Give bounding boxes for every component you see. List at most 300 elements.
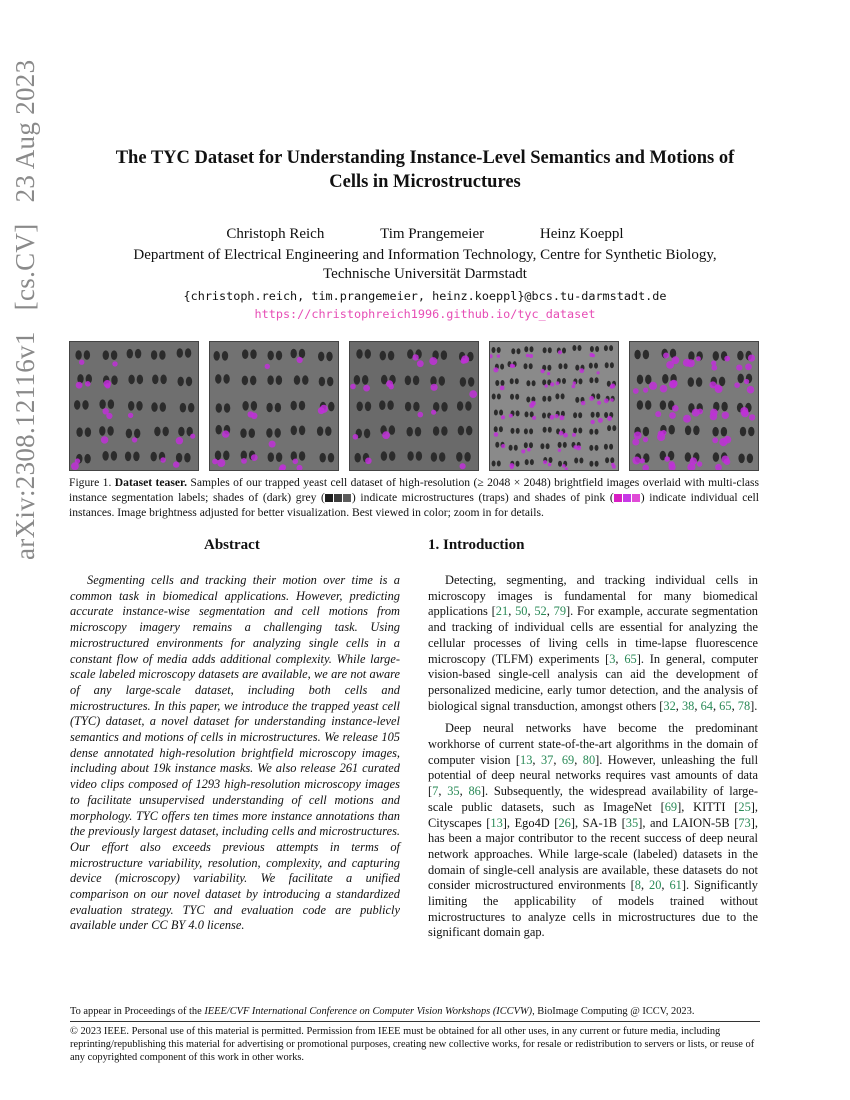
trap-mark [250,349,256,359]
trap-mark [564,363,568,369]
trap-mark [696,377,702,387]
intro-text: ]. However, unleashing the full potential of deep neural networks requires vast amounts of data [ [428,752,759,799]
trap-mark [558,363,562,369]
intro-text: , [438,784,448,799]
cell-mark [543,460,547,464]
trap-mark [578,412,582,418]
intro-text: , [553,752,562,767]
pink-swatches [614,491,641,504]
cell-mark [736,365,742,371]
trap-mark [494,410,498,416]
cell-mark [429,357,437,365]
cell-mark [531,401,536,406]
trap-mark [82,400,88,410]
trap-mark [595,346,599,352]
microscopy-panel [209,341,339,471]
citation-link[interactable]: 86 [468,784,481,799]
trap-mark [719,377,725,387]
cell-mark [353,434,359,440]
trap-mark [530,346,534,352]
trap-mark [177,348,183,358]
cell-mark [591,420,595,424]
trap-mark [458,426,464,436]
citation-link[interactable]: 7 [432,784,439,799]
trap-mark [548,347,552,353]
trap-mark [325,426,331,436]
trap-mark [517,348,521,354]
trap-mark [713,452,719,462]
cell-mark [529,354,533,358]
trap-mark [389,451,395,461]
cell-mark [101,436,108,443]
trap-mark [294,375,300,385]
cell-mark [558,449,561,452]
citation-link[interactable]: 69 [561,752,575,767]
intro-text: , [640,878,650,893]
trap-mark [439,376,445,386]
citation-link[interactable]: 26 [558,815,571,830]
pink-swatch [623,494,631,502]
trap-mark [737,351,743,361]
cell-mark [683,415,691,423]
trap-mark [416,451,422,461]
arxiv-category: [cs.CV] [10,223,40,311]
trap-mark [547,365,551,371]
cell-mark [500,386,505,391]
trap-mark [275,403,281,413]
trap-mark [251,401,257,411]
cell-mark [550,415,555,420]
trap-mark [355,453,361,463]
trap-mark [575,365,579,371]
intro-text: , [731,698,738,713]
cell-mark [431,384,438,391]
cell-mark [222,430,229,437]
trap-mark [526,380,530,386]
teaser-figure [69,341,757,471]
trap-mark [637,375,643,385]
trap-mark [595,429,599,435]
trap-mark [721,427,727,437]
cell-mark [389,384,394,389]
trap-mark [413,402,419,412]
trap-mark [669,425,675,435]
cell-mark [461,358,467,364]
trap-mark [594,363,598,369]
cell-mark [711,365,717,371]
trap-mark [135,349,141,359]
trap-mark [160,375,166,385]
cell-mark [683,359,691,367]
cell-mark [350,384,356,390]
cell-mark [611,463,615,467]
trap-mark [740,427,746,437]
cell-mark [604,398,609,403]
citation-link[interactable]: 38 [681,698,695,713]
arxiv-stamp [10,0,50,560]
cell-mark [663,353,669,359]
trap-mark [357,402,363,412]
trap-mark [555,393,559,399]
trap-mark [268,452,274,462]
cell-mark [696,356,701,361]
trap-mark [529,442,533,448]
trap-mark [607,425,611,431]
arxiv-id: arXiv:2308.12116v1 [10,331,40,560]
trap-mark [299,451,305,461]
cell-mark [655,411,661,417]
trap-mark [563,442,567,448]
citation-link[interactable]: 78 [737,698,751,713]
trap-mark [516,410,520,416]
cell-mark [610,385,614,389]
intro-text: , [574,752,583,767]
dataset-link[interactable]: https://christophreich1996.github.io/tyc_dataset [254,307,596,321]
cell-mark [572,433,576,437]
trap-mark [524,346,528,352]
trap-mark [609,444,613,450]
intro-text: , [694,698,701,713]
trap-mark [573,428,577,434]
trap-mark [74,400,80,410]
cell-mark [112,361,117,366]
trap-mark [364,429,370,439]
cell-mark [559,415,564,420]
cell-mark [572,385,576,389]
trap-mark [291,349,297,359]
cell-mark [579,368,584,373]
cell-mark [497,354,500,357]
trap-mark [405,402,411,412]
cell-mark [633,388,639,394]
trap-mark [543,347,547,353]
trap-mark [242,349,248,359]
trap-mark [299,401,305,411]
cell-mark [562,464,566,468]
trap-mark [151,402,157,412]
cell-mark [173,461,179,467]
cell-mark [589,396,594,401]
cell-mark [607,416,612,421]
trap-mark [525,459,529,465]
trap-mark [405,376,411,386]
trap-mark [125,452,131,462]
cell-mark [744,379,749,384]
trap-mark [431,452,437,462]
trap-mark [721,402,727,412]
trap-mark [134,429,140,439]
trap-mark [108,399,114,409]
trap-mark [387,400,393,410]
trap-mark [326,352,332,362]
trap-mark [561,393,565,399]
citation-link[interactable]: 64 [700,698,713,713]
affiliation-line-2: Technische Universität Darmstadt [323,266,527,282]
citation-link[interactable]: 61 [669,878,682,893]
trap-mark [494,426,498,432]
citation-link[interactable]: 8 [634,878,641,893]
trap-mark [365,402,371,412]
cell-mark [509,414,513,418]
trap-mark [99,426,105,436]
cell-mark [592,354,595,357]
trap-mark [379,400,385,410]
title-line-2: Cells in Microstructures [329,172,521,192]
cell-mark [412,354,418,360]
trap-mark [589,363,593,369]
trap-mark [530,459,534,465]
cell-mark [643,388,648,393]
cell-mark [563,433,568,438]
cell-mark [632,457,640,465]
intro-text: , [459,784,469,799]
cell-mark [382,431,390,439]
cell-mark [297,465,303,470]
cell-mark [724,356,730,362]
cell-mark [510,364,514,368]
trap-mark [524,428,528,434]
introduction-heading: 1. Introduction [428,537,525,553]
trap-mark [595,461,599,467]
citation-link[interactable]: 32 [663,698,676,713]
trap-mark [216,425,222,435]
cell-mark [670,380,678,388]
intro-paragraph-2 [428,721,758,941]
cell-mark [555,414,559,418]
trap-mark [497,461,501,467]
cell-mark [722,412,729,419]
trap-mark [712,427,718,437]
cell-mark [541,369,545,373]
trap-mark [178,377,184,387]
trap-mark [224,403,230,413]
trap-mark [579,378,583,384]
trap-mark [492,394,496,400]
abstract-text: Segmenting cells and tracking their motion over time is a common task in biomedical applications. However, predicting accurate instance-wise segmentation and cell motions from microscopy imagery remains a challenging task. Using microstructured environments for analyzing single cells in a constant flow of media adds additional complexity. While large-scale labeled microscopy datasets are available, we are not aware of any large-scale dataset, including both cells and microstructures. In this paper, we introduce the trapped yeast cell (TYC) dataset, a novel dataset for understanding instance-level semantics and motions of cells in microstructures. We release 105 dense annotated high-resolution brightfield microscopy images, including about 19k instance masks. We also release 261 curated video clips composed of 1293 high-resolution microscopy images to facilitate unsupervised understanding of cell motions and morphology. TYC offers ten times more instance annotations than the previously largest dataset, including cells and microstructures. Our effort also exceeds previous attempts in terms of microstructure variability, resolution, complexity, and capturing device (microscopy) variability. We facilitate a unified comparison on our novel dataset by introducing a standardized evaluation strategy. TYC and evaluation code are publicly available under CC BY 4.0 license. [70,573,400,933]
intro-text: , [527,604,535,619]
intro-text: ], has been a major contributor to the recent success of deep neural network approaches. While large-scale (labeled) datasets in the domain of single-cell analysis are available, these datasets do not consider microstructured environments [ [428,815,758,893]
trap-mark [188,403,194,413]
trap-mark [524,442,528,448]
trap-mark [215,374,221,384]
trap-mark [266,428,272,438]
trap-mark [133,452,139,462]
cell-mark [510,465,514,469]
trap-mark [222,351,228,361]
microscopy-panel [489,341,619,471]
cell-mark [526,354,530,358]
caption-title: Dataset teaser. [114,476,187,489]
cell-mark [251,413,258,420]
citation-link[interactable]: 3 [609,651,616,666]
citation-link[interactable]: 37 [540,752,554,767]
trap-mark [381,451,387,461]
intro-paragraph-1 [428,573,758,714]
intro-text: ], and LAION-5B [ [638,815,739,830]
trap-mark [151,452,157,462]
trap-mark [275,428,281,438]
trap-mark [111,350,117,360]
cell-mark [573,381,576,384]
intro-text: Deep neural networks have become the predominant workhorse of current state-of-the-art algorithms in the domain of computer vision [ [428,721,758,767]
trap-mark [605,362,609,368]
trap-mark [548,396,552,402]
citation-link[interactable]: 21 [495,604,509,619]
trap-mark [546,443,550,449]
title-line-1: The TYC Dataset for Understanding Instance-Level Semantics and Motions of [115,148,735,168]
trap-mark [291,426,297,436]
trap-mark [214,351,220,361]
trap-mark [542,413,546,419]
trap-mark [497,394,501,400]
pink-swatch [614,494,622,502]
citation-link[interactable]: 65 [624,651,637,666]
trap-mark [543,427,547,433]
cell-mark [265,364,270,369]
trap-mark [163,427,169,437]
trap-mark [137,375,143,385]
citation-link[interactable]: 79 [553,604,567,619]
cell-mark [103,408,109,414]
trap-mark [596,393,600,399]
trap-mark [515,394,519,400]
abstract-body [70,573,400,934]
trap-mark [184,453,190,463]
trap-mark [407,451,413,461]
citation-link[interactable]: 25 [738,799,751,814]
trap-mark [529,428,533,434]
intro-text: , [546,604,554,619]
cell-mark [660,385,668,393]
cell-mark [79,360,84,365]
cell-mark [643,437,648,442]
trap-mark [186,377,192,387]
cell-mark [160,457,166,463]
cell-mark [558,350,562,354]
trap-mark [320,453,326,463]
trap-mark [433,426,439,436]
trap-mark [415,427,421,437]
citation-link[interactable]: 65 [719,698,732,713]
citation-link[interactable]: 13 [520,752,533,767]
intro-text: ], Cityscapes [ [428,799,758,830]
trap-mark [223,374,229,384]
author-name: Heinz Koeppl [539,226,624,242]
trap-mark [542,396,546,402]
trap-mark [511,348,515,354]
cell-mark [658,431,664,437]
trap-mark [439,452,445,462]
trap-mark [510,378,514,384]
cell-mark [363,385,370,392]
citation-link[interactable]: 13 [490,815,503,830]
trap-mark [276,351,282,361]
trap-mark [634,350,640,360]
cell-mark [710,409,718,417]
cell-mark [747,386,755,394]
trap-mark [662,374,668,384]
trap-mark [327,377,333,387]
intro-text: , [675,698,682,713]
author-list [0,226,850,243]
trap-mark [605,457,609,463]
trap-mark [152,375,158,385]
intro-text: ]. In general, computer vision-based single-cell analysis can aid the development of personalized medicine, early tumor detection, and the analysis of biological signal transduction, amongst others [ [428,651,758,713]
introduction-body [428,573,758,948]
trap-mark [85,427,91,437]
trap-mark [515,378,519,384]
cell-mark [740,407,748,415]
trap-mark [291,401,297,411]
cell-mark [745,364,752,371]
cell-mark [105,383,110,388]
trap-mark [596,412,600,418]
cell-mark [547,372,550,375]
grey-swatch [325,494,333,502]
trap-mark [102,451,108,461]
trap-mark [748,427,754,437]
trap-mark [362,375,368,385]
citation-link[interactable]: 50 [515,604,528,619]
trap-mark [738,374,744,384]
trap-mark [516,461,520,467]
trap-mark [107,426,113,436]
trap-mark [526,397,530,403]
cell-mark [269,441,276,448]
trap-mark [499,410,503,416]
trap-mark [575,397,579,403]
trap-mark [128,375,134,385]
trap-mark [111,451,117,461]
trap-mark [595,377,599,383]
trap-mark [127,349,133,359]
citation-link[interactable]: 80 [582,752,596,767]
trap-mark [318,352,324,362]
trap-mark [501,380,505,386]
cell-mark [71,462,79,470]
trap-mark [223,451,229,461]
trap-mark [240,428,246,438]
cell-mark [212,459,218,465]
cell-mark [548,463,552,467]
cell-mark [494,432,499,437]
trap-mark [747,454,753,464]
trap-mark [578,345,582,351]
trap-mark [328,453,334,463]
affiliation [80,246,770,284]
trap-mark [595,445,599,451]
cell-mark [190,434,195,439]
citation-link[interactable]: 35 [625,815,639,830]
citation-link[interactable]: 73 [738,815,751,830]
trap-mark [610,457,614,463]
trap-mark [126,429,132,439]
trap-mark [136,401,142,411]
trap-mark [574,458,578,464]
trap-mark [524,363,528,369]
cell-mark [719,438,727,446]
intro-text: ], KITTI [ [677,799,739,814]
citation-link[interactable]: 35 [447,784,460,799]
trap-mark [492,461,496,467]
trap-mark [464,452,470,462]
citation-link[interactable]: 69 [664,799,678,814]
citation-link[interactable]: 20 [649,878,662,893]
trap-mark [660,400,666,410]
trap-mark [160,402,166,412]
trap-mark [589,461,593,467]
citation-link[interactable]: 52 [534,604,547,619]
